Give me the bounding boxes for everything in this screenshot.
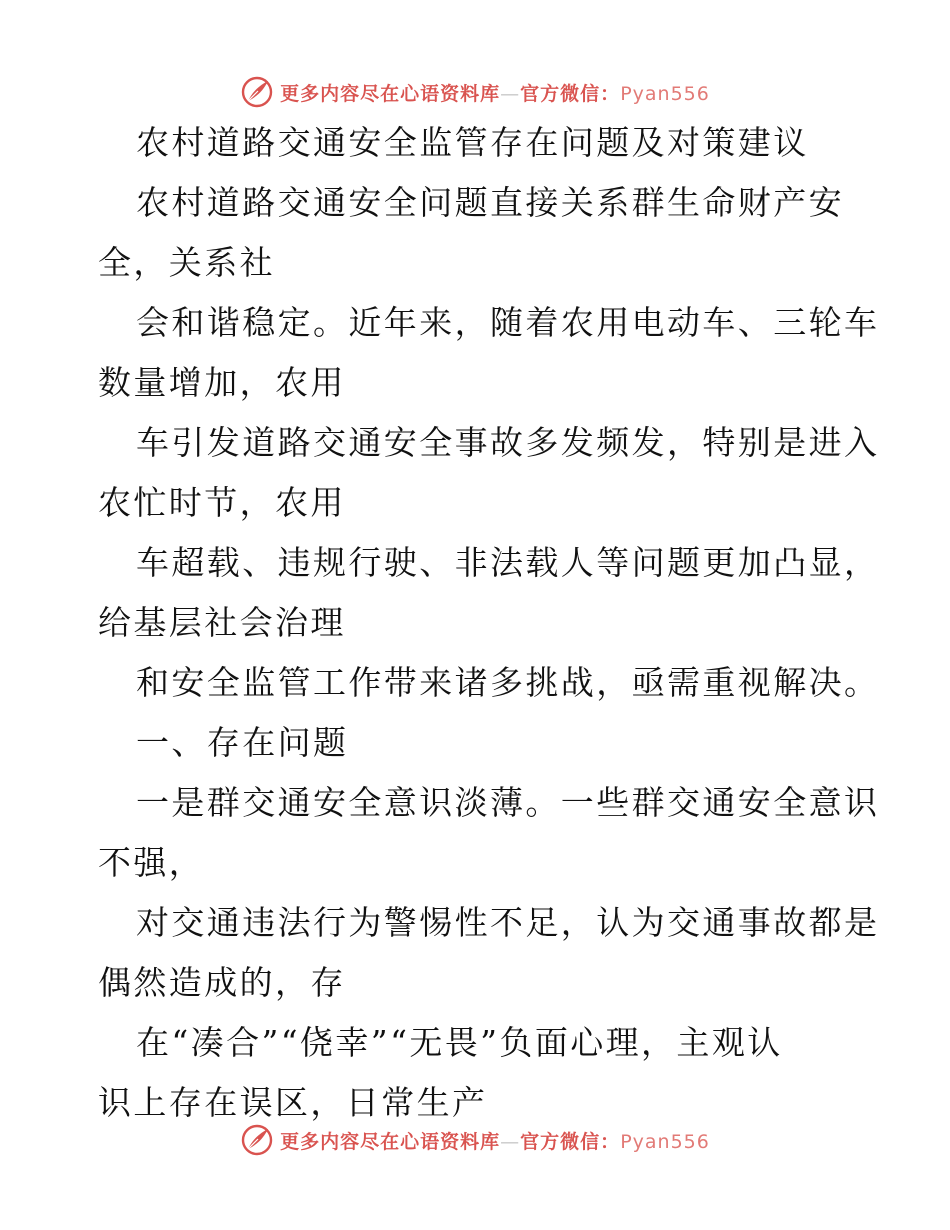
paragraph-line: 偶然造成的，存 — [98, 963, 346, 1002]
quill-logo-icon — [240, 75, 274, 109]
paragraph-line: 数量增加，农用 — [98, 363, 346, 402]
watermark-text — [280, 1127, 710, 1154]
watermark-slogan: 更多内容尽在心语资料库 — [280, 1130, 501, 1153]
footer-watermark — [0, 1120, 950, 1160]
section-heading: 一、存在问题 — [136, 723, 349, 762]
watermark-separator: — — [500, 82, 521, 105]
document-title: 农村道路交通安全监管存在问题及对策建议 — [136, 123, 809, 162]
paragraph-line: 和安全监管工作带来诸多挑战，亟需重视解决。 — [136, 663, 880, 702]
watermark-label: 官方微信： — [520, 82, 621, 105]
paragraph-line: 车引发道路交通安全事故多发频发，特别是进入 — [136, 423, 880, 462]
paragraph-line: 在“凑合”“侥幸”“无畏”负面心理，主观认 — [136, 1023, 783, 1062]
paragraph-line: 会和谐稳定。近年来，随着农用电动车、三轮车 — [136, 303, 880, 342]
paragraph-line: 农忙时节，农用 — [98, 483, 346, 522]
watermark-text — [280, 79, 710, 106]
paragraph-line: 不强， — [98, 843, 205, 882]
watermark-separator: — — [500, 1130, 521, 1153]
paragraph-line: 一是群交通安全意识淡薄。一些群交通安全意识 — [136, 783, 880, 822]
watermark-label: 官方微信： — [520, 1130, 621, 1153]
paragraph-line: 农村道路交通安全问题直接关系群生命财产安 — [136, 183, 844, 222]
quill-logo-icon — [240, 1123, 274, 1157]
paragraph-line: 对交通违法行为警惕性不足，认为交通事故都是 — [136, 903, 880, 942]
paragraph-line: 车超载、违规行驶、非法载人等问题更加凸显， — [136, 543, 880, 582]
header-watermark — [0, 72, 950, 112]
watermark-id: Pyan556 — [620, 82, 710, 105]
watermark-id: Pyan556 — [620, 1130, 710, 1153]
paragraph-line: 全，关系社 — [98, 243, 275, 282]
paragraph-line: 识上存在误区，日常生产 — [98, 1083, 488, 1122]
watermark-slogan: 更多内容尽在心语资料库 — [280, 82, 501, 105]
paragraph-line: 给基层社会治理 — [98, 603, 346, 642]
